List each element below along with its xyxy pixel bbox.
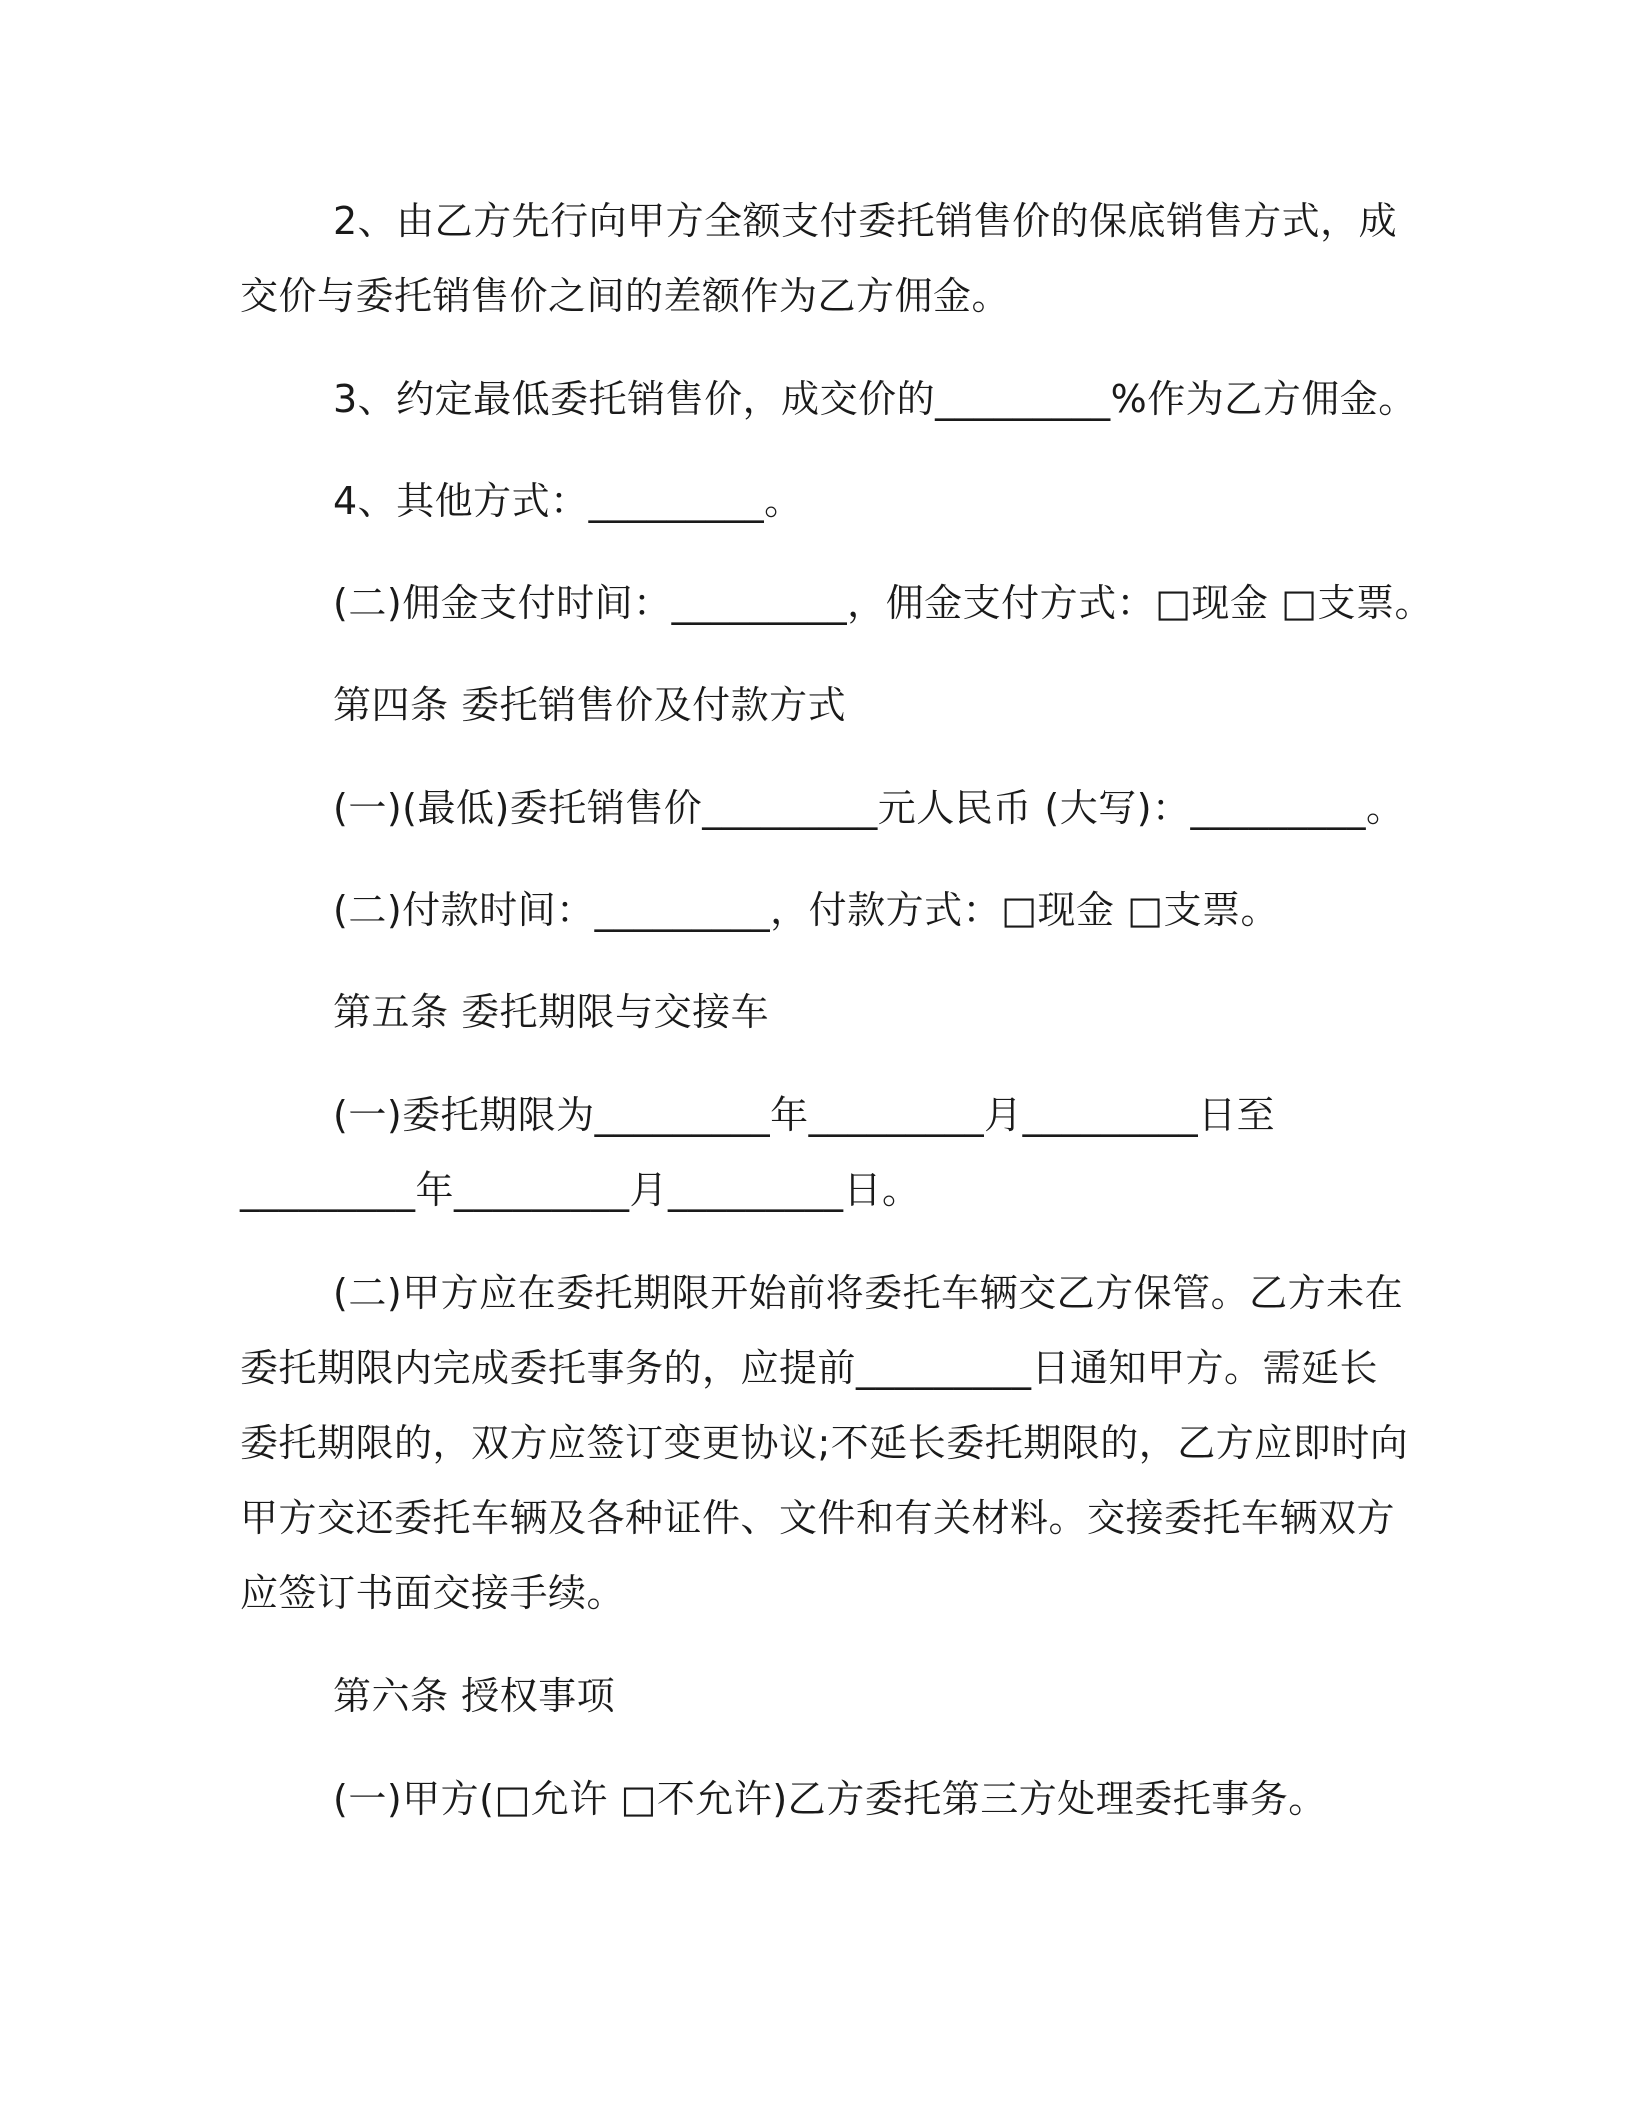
authorization-item-1: (一)甲方(□允许 □不允许)乙方委托第三方处理委托事务。 <box>333 1777 1327 1821</box>
clause-3-2-line-2: 交价与委托销售价之间的差额作为乙方佣金。 <box>240 274 1011 318</box>
commission-payment-time: (二)佣金支付时间：_________，佣金支付方式：□现金 □支票。 <box>333 581 1434 625</box>
article-6-heading: 第六条 授权事项 <box>333 1674 616 1718</box>
handover-line-2: 委托期限内完成委托事务的，应提前_________日通知甲方。需延长 <box>240 1346 1379 1390</box>
article-4-heading: 第四条 委托销售价及付款方式 <box>333 683 847 727</box>
handover-line-3: 委托期限的，双方应签订变更协议;不延长委托期限的，乙方应即时向 <box>240 1421 1409 1465</box>
clause-3-2-line-1: 2、由乙方先行向甲方全额支付委托销售价的保底销售方式，成 <box>333 199 1398 243</box>
handover-line-4: 甲方交还委托车辆及各种证件、文件和有关材料。交接委托车辆双方 <box>240 1496 1396 1540</box>
entrust-period-line-2: _________年_________月_________日。 <box>240 1168 921 1212</box>
article-5-heading: 第五条 委托期限与交接车 <box>333 990 770 1034</box>
entrust-period-line-1: (一)委托期限为_________年_________月_________日至 <box>333 1093 1276 1137</box>
payment-time: (二)付款时间：_________，付款方式：□现金 □支票。 <box>333 888 1280 932</box>
clause-3-4: 4、其他方式：_________。 <box>333 479 803 523</box>
clause-3-3: 3、约定最低委托销售价，成交价的_________%作为乙方佣金。 <box>333 377 1417 421</box>
handover-line-5: 应签订书面交接手续。 <box>240 1571 626 1615</box>
minimum-sale-price: (一)(最低)委托销售价_________元人民币 (大写)：_________。 <box>333 786 1405 830</box>
handover-line-1: (二)甲方应在委托期限开始前将委托车辆交乙方保管。乙方未在 <box>333 1271 1404 1315</box>
